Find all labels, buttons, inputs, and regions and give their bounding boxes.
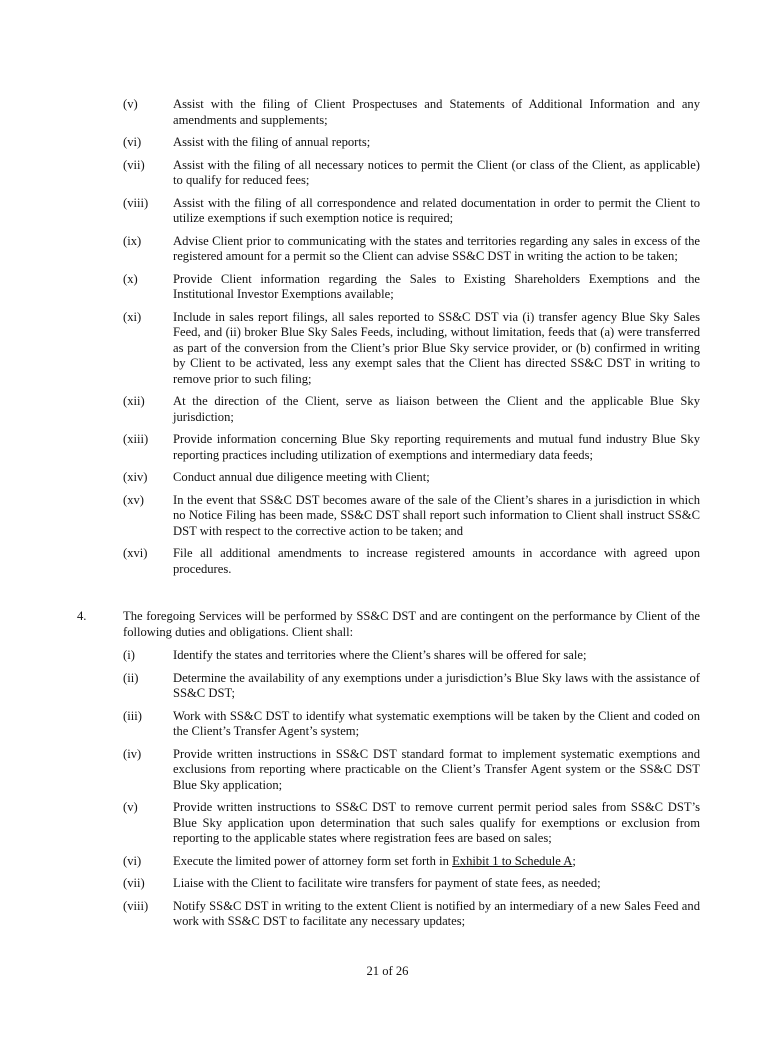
list-item <box>123 648 700 664</box>
item-number: (ii) <box>123 670 139 685</box>
item-number: (v) <box>123 97 138 111</box>
list-item <box>123 272 700 303</box>
item-number: (xvi) <box>123 546 148 560</box>
item-number: (viii) <box>123 195 149 210</box>
item-number: (viii) <box>123 898 149 913</box>
item-text: Assist with the filing of all correspondence and related documentation in order to permit the Client to utilize exemptions if such exemption notice is required; <box>173 195 700 225</box>
list-item <box>123 546 700 577</box>
item-number: (xii) <box>123 394 145 408</box>
item-number: (xiii) <box>123 432 149 446</box>
list-item <box>123 876 700 892</box>
list-item <box>123 432 700 463</box>
list-item <box>123 135 700 151</box>
item-text <box>173 854 700 870</box>
item-number: (xi) <box>123 309 142 324</box>
item-text: Include in sales report filings, all sales reported to SS&C DST via (i) transfer agency Blue Sky Sales Feed, and (ii) broker Blue Sky Sales Feeds, including, without limitation, feeds that (a) were transferred as part of the conversion from the Client’s prior Blue Sky service provider, or (b) confirmed in writing by Client to be activated, less any exempt sales that the Client has directed SS&C DST in writing to remove prior to such filing; <box>173 309 700 386</box>
item-number: (ix) <box>123 233 142 248</box>
item-text: Work with SS&C DST to identify what systematic exemptions will be taken by the Client and coded on the Client’s Transfer Agent’s system; <box>173 708 700 738</box>
list-item <box>123 800 700 847</box>
client-duties-list <box>123 648 700 937</box>
item-text: Advise Client prior to communicating with the states and territories regarding any sales in excess of the registered amount for a permit so the Client can advise SS&C DST in writing the action to be taken; <box>173 233 700 263</box>
item-number: (xiv) <box>123 470 148 484</box>
section-text: The foregoing Services will be performed by SS&C DST and are contingent on the performance by Client of the following duties and obligations. Client shall: <box>123 609 700 639</box>
item-text: Assist with the filing of all necessary notices to permit the Client (or class of the Client, as applicable) to qualify for reduced fees; <box>173 157 700 187</box>
item-text: Provide Client information regarding the Sales to Existing Shareholders Exemptions and the Institutional Investor Exemptions available; <box>173 271 700 301</box>
item-number: (vi) <box>123 135 142 149</box>
services-list-top <box>123 97 700 584</box>
item-text: Determine the availability of any exemptions under a jurisdiction’s Blue Sky laws with the assistance of SS&C DST; <box>173 670 700 700</box>
item-number: (iv) <box>123 746 142 761</box>
item-number: (v) <box>123 800 138 814</box>
item-text: File all additional amendments to increase registered amounts in accordance with agreed upon procedures. <box>173 546 700 576</box>
item-text: In the event that SS&C DST becomes aware of the sale of the Client’s shares in a jurisdiction in which no Notice Filing has been made, SS&C DST shall report such information to Client shall instruct SS&C DST with respect to the corrective action to be taken; and <box>173 492 700 538</box>
item-text-after-link: ; <box>572 853 576 868</box>
item-text: Assist with the filing of Client Prospectuses and Statements of Additional Information and any amendments and supplements; <box>173 97 700 127</box>
section-4-paragraph <box>77 609 700 640</box>
item-text: Notify SS&C DST in writing to the extent Client is notified by an intermediary of a new Sales Feed and work with SS&C DST to facilitate any necessary updates; <box>173 898 700 928</box>
page-number: 21 of 26 <box>366 964 409 978</box>
list-item <box>123 493 700 540</box>
item-number: (vi) <box>123 853 142 868</box>
list-item <box>123 709 700 740</box>
section-number: 4. <box>77 609 87 623</box>
item-text: Provide written instructions in SS&C DST standard format to implement systematic exemptions and exclusions from reporting where practicable on the Client’s Transfer Agent system or the SS&C DST Blue Sky application; <box>173 746 700 792</box>
item-number: (i) <box>123 648 135 662</box>
list-item <box>123 234 700 265</box>
item-number: (iii) <box>123 708 142 723</box>
item-text: Conduct annual due diligence meeting with Client; <box>173 470 430 484</box>
item-text: Liaise with the Client to facilitate wire transfers for payment of state fees, as needed; <box>173 876 601 890</box>
item-text-before-link: Execute the limited power of attorney form set forth in <box>173 853 453 868</box>
item-text: At the direction of the Client, serve as liaison between the Client and the applicable Blue Sky jurisdiction; <box>173 394 700 424</box>
exhibit-1-link[interactable]: Exhibit 1 to Schedule A <box>452 853 573 868</box>
list-item <box>123 394 700 425</box>
item-number: (xv) <box>123 492 144 507</box>
item-text: Provide written instructions to SS&C DST to remove current permit period sales from SS&C DST’s Blue Sky application upon determination that such sales qualify for exemptions or exclusion from reporting to the applicable states where registration fees are based on sales; <box>173 800 700 845</box>
item-number: (x) <box>123 271 138 286</box>
list-item <box>123 97 700 128</box>
list-item <box>123 310 700 388</box>
item-text: Provide information concerning Blue Sky reporting requirements and mutual fund industry Blue Sky reporting practices including utilization of exemptions and intermediary data feeds; <box>173 432 700 462</box>
list-item <box>123 671 700 702</box>
item-text: Assist with the filing of annual reports; <box>173 135 371 149</box>
list-item <box>123 747 700 794</box>
list-item <box>123 470 700 486</box>
item-number: (vii) <box>123 157 145 172</box>
item-number: (vii) <box>123 876 145 890</box>
list-item <box>123 899 700 930</box>
list-item <box>123 196 700 227</box>
list-item <box>123 854 700 870</box>
list-item <box>123 158 700 189</box>
item-text: Identify the states and territories where the Client’s shares will be offered for sale; <box>173 648 587 662</box>
